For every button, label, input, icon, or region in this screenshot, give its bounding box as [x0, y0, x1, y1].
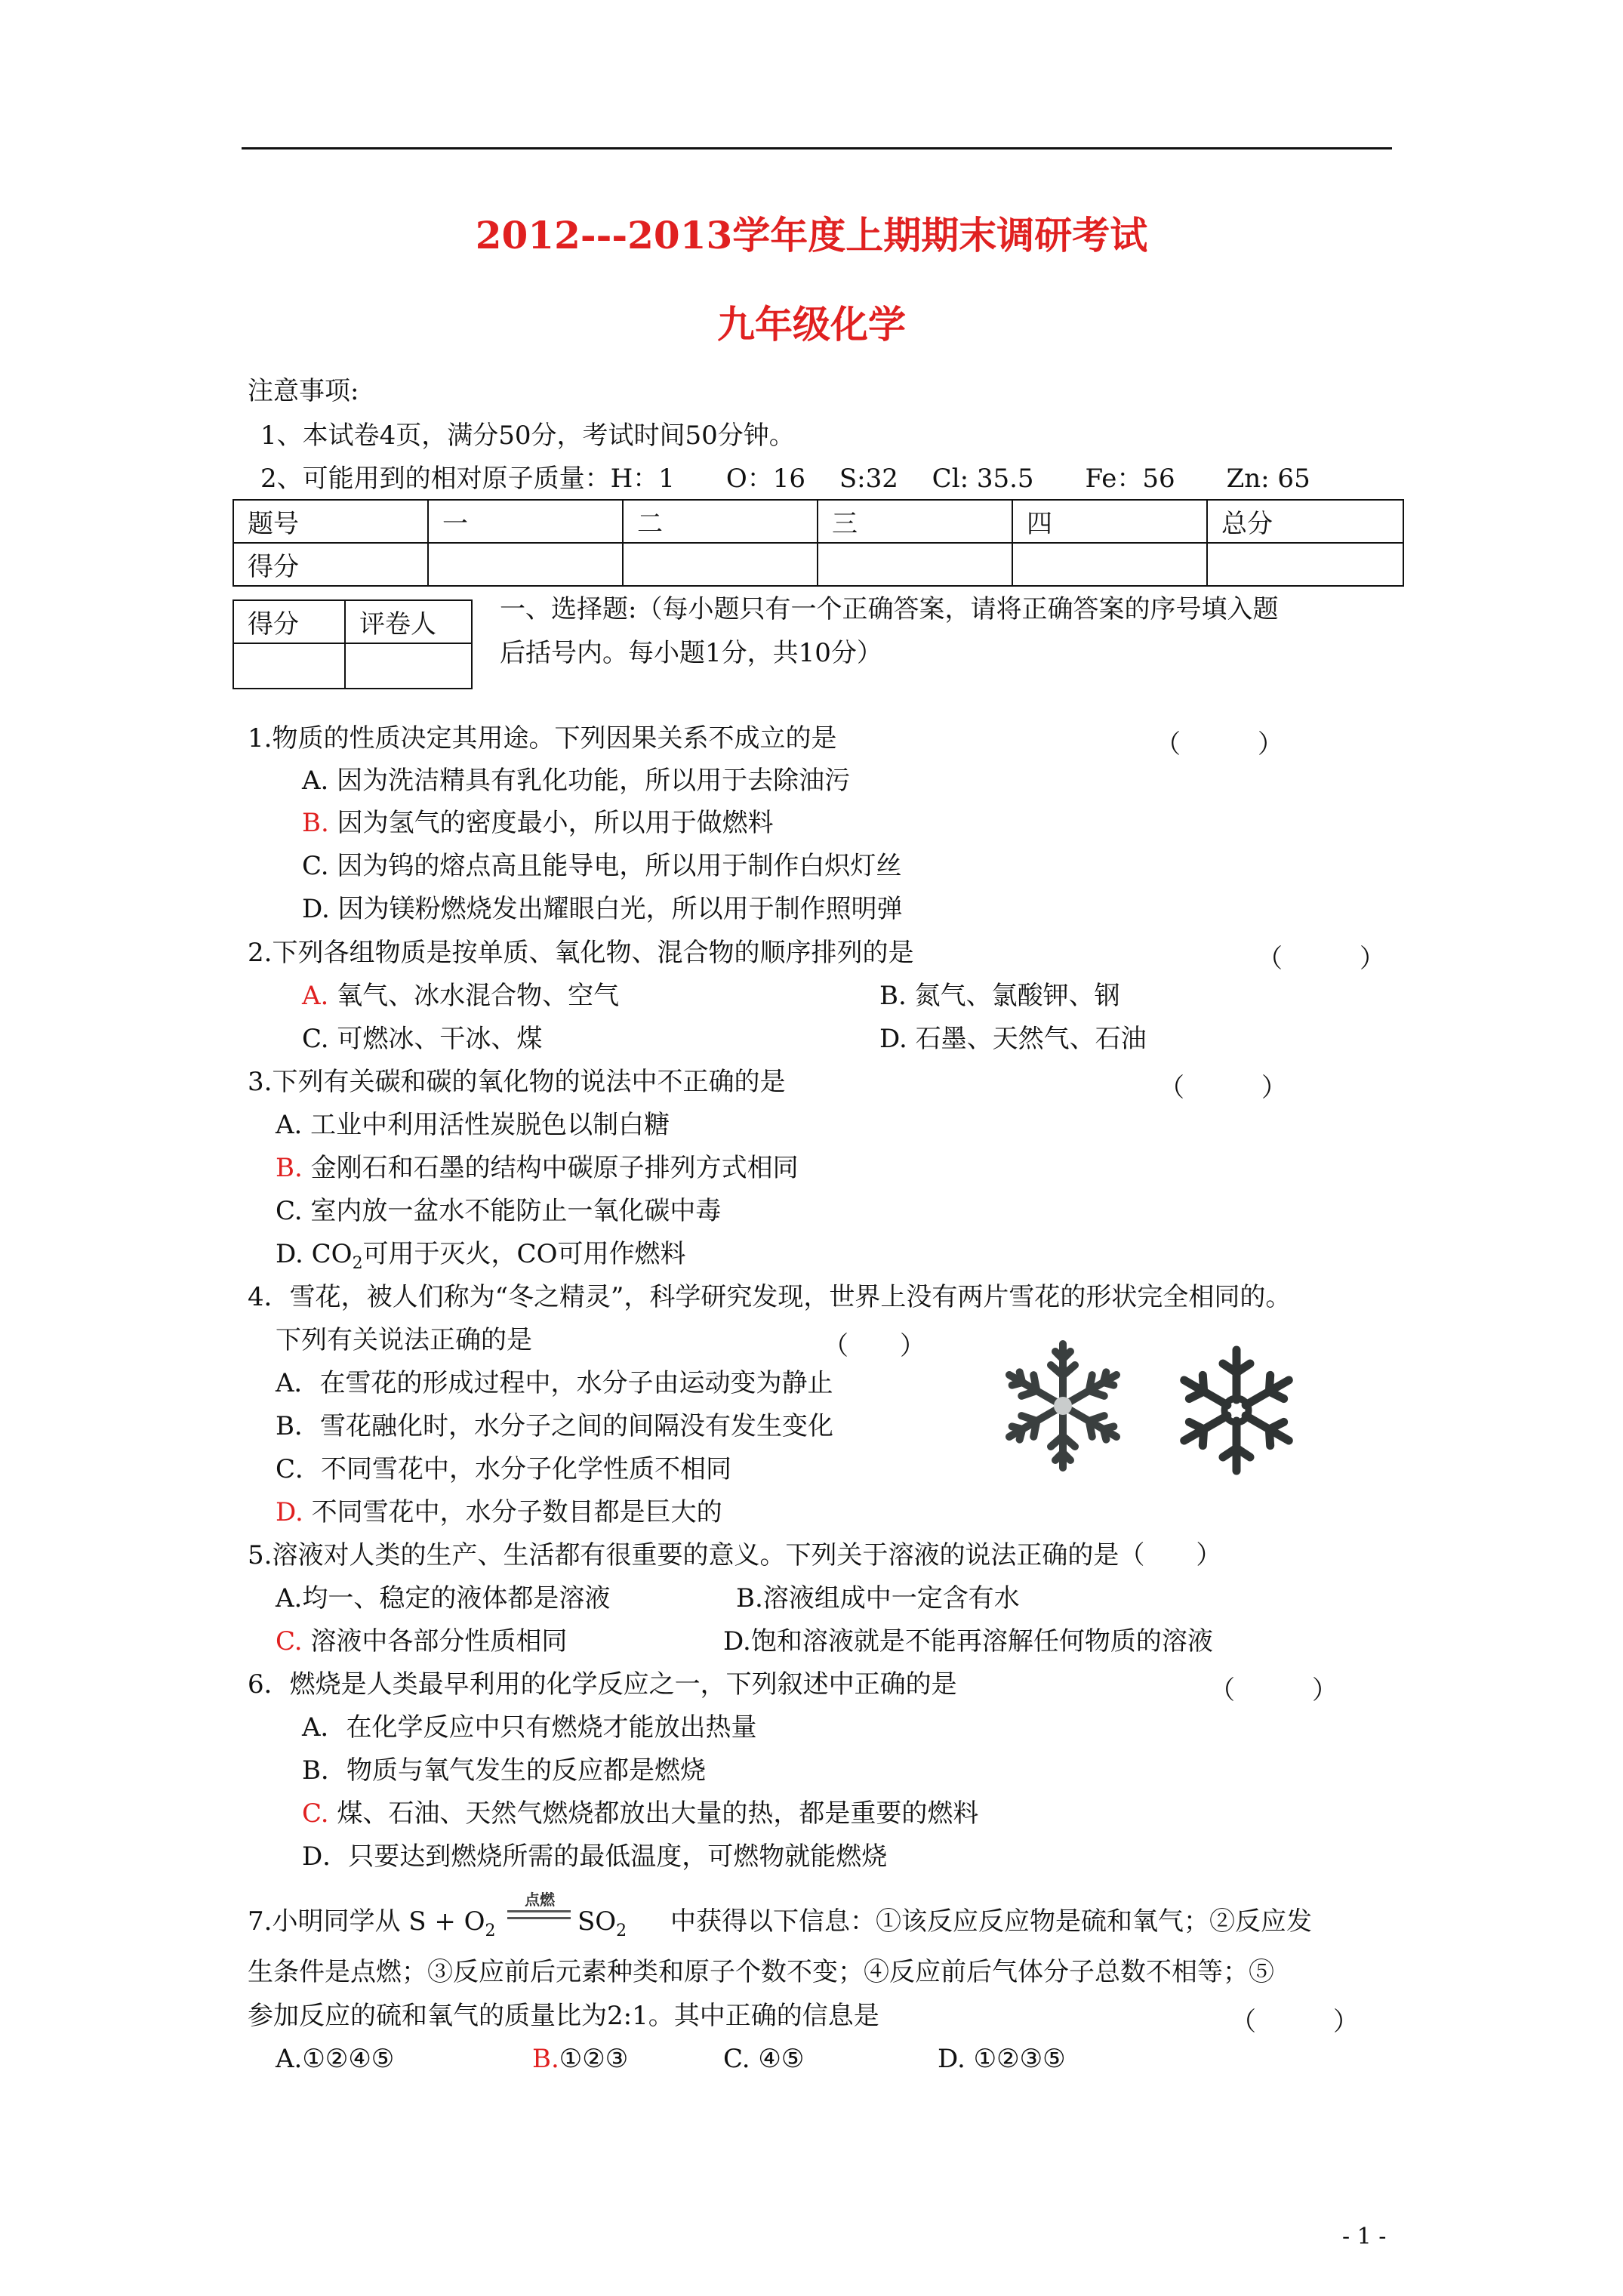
q2-option-a: [302, 981, 619, 1011]
score-header: 二: [623, 500, 818, 543]
q3-option-b-text: 金刚石和石墨的结构中碳原子排列方式相同: [302, 1153, 799, 1183]
grader-name-label: 评卷人: [345, 600, 472, 643]
q6-answer-key: C.: [302, 1798, 329, 1829]
q7-stem-post: 中获得以下信息：①该反应反应物是硫和氧气；②反应发: [670, 1906, 1312, 1937]
q7-product: [577, 1906, 627, 1946]
q7-reaction-condition: 点燃: [525, 1891, 555, 1909]
q2-option-a-text: 氧气、冰水混合物、空气: [328, 981, 620, 1011]
score-cell: [623, 543, 818, 586]
q5-option-d: D.饱和溶液就是不能再溶解任何物质的溶液: [723, 1626, 1213, 1657]
q4-stem-line-1: 4．雪花，被人们称为“冬之精灵”，科学研究发现，世界上没有两片雪花的形状完全相同的。: [248, 1282, 1292, 1312]
q5-option-c: [276, 1626, 567, 1657]
q5-option-a: A.均一、稳定的液体都是溶液: [276, 1583, 611, 1613]
score-header: 题号: [233, 500, 428, 543]
notes-line-1: 1、本试卷4页，满分50分，考试时间50分钟。: [260, 421, 795, 451]
score-header: 三: [818, 500, 1012, 543]
q3-answer-key: B.: [276, 1153, 303, 1183]
score-row-label: 得分: [233, 543, 428, 586]
score-cell: [428, 543, 623, 586]
exam-title: 2012---2013学年度上期期末调研考试: [475, 213, 1148, 257]
q4-answer-paren: （ ）: [823, 1331, 925, 1361]
score-header: 总分: [1207, 500, 1403, 543]
q7-so2-sub: 2: [616, 1921, 627, 1940]
q5-option-c-text: 溶液中各部分性质相同: [302, 1626, 568, 1657]
q7-stem-pre: 7.小明同学从 S + O: [248, 1906, 485, 1937]
q3-option-d: [276, 1239, 685, 1279]
q6-option-d: D．只要达到燃烧所需的最低温度，可燃物就能燃烧: [302, 1841, 888, 1872]
q6-option-c: [302, 1798, 978, 1829]
grader-box: [233, 599, 473, 689]
header-rule: [242, 147, 1392, 149]
q4-option-c: C．不同雪花中，水分子化学性质不相同: [276, 1454, 732, 1484]
q7-stem-line-3: 参加反应的硫和氧气的质量比为2:1。其中正确的信息是: [248, 2001, 879, 2031]
q6-stem: 6．燃烧是人类最早利用的化学反应之一，下列叙述中正确的是: [248, 1669, 957, 1700]
q7-option-d: D. ①②③⑤: [938, 2044, 1066, 2074]
q6-option-b: B．物质与氧气发生的反应都是燃烧: [302, 1755, 706, 1786]
q4-option-b: B．雪花融化时，水分子之间的间隔没有发生变化: [276, 1411, 833, 1441]
q1-option-b: [302, 808, 774, 838]
notes-line-2: 2、可能用到的相对原子质量：H：1 O：16 S:32 Cl: 35.5 Fe：56 Zn: 65: [260, 464, 1310, 494]
q7-option-b: [532, 2044, 628, 2074]
q4-option-d-text: 不同雪花中，水分子数目都是巨大的: [303, 1497, 722, 1527]
q7-equation-lhs: [248, 1906, 496, 1946]
q2-answer-key: A.: [302, 981, 329, 1011]
q3-answer-paren: （ ）: [1159, 1073, 1287, 1103]
q1-stem: 1.物质的性质决定其用途。下列因果关系不成立的是: [248, 723, 837, 754]
q7-answer-paren: （ ）: [1230, 2007, 1359, 2037]
grader-score-cell: [233, 643, 345, 689]
section1-line-2: 后括号内。每小题1分，共10分）: [500, 638, 882, 668]
q5-stem: 5.溶液对人类的生产、生活都有很重要的意义。下列关于溶液的说法正确的是（ ）: [248, 1540, 1222, 1570]
q1-answer-paren: （ ）: [1155, 729, 1283, 760]
score-header: 四: [1012, 500, 1207, 543]
score-cell: [818, 543, 1012, 586]
score-cell: [1012, 543, 1207, 586]
q7-option-c: C. ④⑤: [723, 2044, 805, 2074]
q3-option-c: C. 室内放一盆水不能防止一氧化碳中毒: [276, 1196, 722, 1226]
q4-stem-line-2: 下列有关说法正确的是: [276, 1325, 532, 1355]
grader-name-cell: [345, 643, 472, 689]
exam-subtitle: 九年级化学: [717, 302, 906, 347]
q6-option-a: A．在化学反应中只有燃烧才能放出热量: [302, 1712, 757, 1743]
q1-answer-key: B.: [302, 808, 329, 838]
q3-option-d-sub: 2: [352, 1253, 363, 1273]
q5-answer-key: C.: [276, 1626, 303, 1657]
q7-so2: SO: [577, 1906, 617, 1937]
q2-answer-paren: （ ）: [1257, 944, 1385, 974]
q3-option-b: [276, 1153, 799, 1183]
snowflake-image-1: [996, 1336, 1129, 1476]
q1-option-c: C. 因为钨的熔点高且能导电，所以用于制作白炽灯丝: [302, 851, 902, 881]
snowflake-image-2: [1169, 1342, 1304, 1478]
page-number: - 1 -: [1342, 2224, 1387, 2250]
section1-line-1: 一、选择题:（每小题只有一个正确答案，请将正确答案的序号填入题: [500, 594, 1279, 624]
q2-stem: 2.下列各组物质是按单质、氧化物、混合物的顺序排列的是: [248, 938, 914, 968]
q7-answer-key: B.: [532, 2044, 559, 2074]
q6-answer-paren: （ ）: [1209, 1675, 1338, 1706]
notes-heading: 注意事项:: [248, 376, 359, 406]
score-table: [233, 499, 1404, 587]
q4-option-d: [276, 1497, 722, 1527]
q1-option-d: D. 因为镁粉燃烧发出耀眼白光，所以用于制作照明弹: [302, 894, 903, 924]
q3-option-a: A. 工业中利用活性炭脱色以制白糖: [276, 1110, 670, 1140]
q6-option-c-text: 煤、石油、天然气燃烧都放出大量的热，都是重要的燃料: [328, 1798, 979, 1829]
q7-option-a: A.①②④⑤: [276, 2044, 395, 2074]
q7-equals-line-bottom: [507, 1917, 571, 1919]
q2-option-c: C. 可燃冰、干冰、煤: [302, 1024, 543, 1054]
q7-o2-sub: 2: [485, 1921, 496, 1940]
q7-option-b-text: ①②③: [559, 2044, 629, 2074]
grader-score-label: 得分: [233, 600, 345, 643]
score-cell: [1207, 543, 1403, 586]
q5-option-b: B.溶液组成中一定含有水: [736, 1583, 1020, 1613]
q1-option-b-text: 因为氢气的密度最小，所以用于做燃料: [328, 808, 774, 838]
q3-stem: 3.下列有关碳和碳的氧化物的说法中不正确的是: [248, 1067, 786, 1097]
q7-stem-line-2: 生条件是点燃；③反应前后元素种类和原子个数不变；④反应前后气体分子总数不相等；⑤: [248, 1957, 1274, 1987]
score-header: 一: [428, 500, 623, 543]
q2-option-b: B. 氮气、氯酸钾、钢: [879, 981, 1120, 1011]
q7-equals-line-top: [507, 1910, 571, 1912]
q1-option-a: A. 因为洗洁精具有乳化功能，所以用于去除油污: [302, 766, 851, 796]
q4-answer-key: D.: [276, 1497, 303, 1527]
q4-option-a: A．在雪花的形成过程中，水分子由运动变为静止: [276, 1368, 833, 1398]
q3-option-d-pre: D. CO: [276, 1239, 353, 1269]
q3-option-d-post: 可用于灭火，CO可用作燃料: [362, 1239, 686, 1269]
q2-option-d: D. 石墨、天然气、石油: [879, 1024, 1147, 1054]
